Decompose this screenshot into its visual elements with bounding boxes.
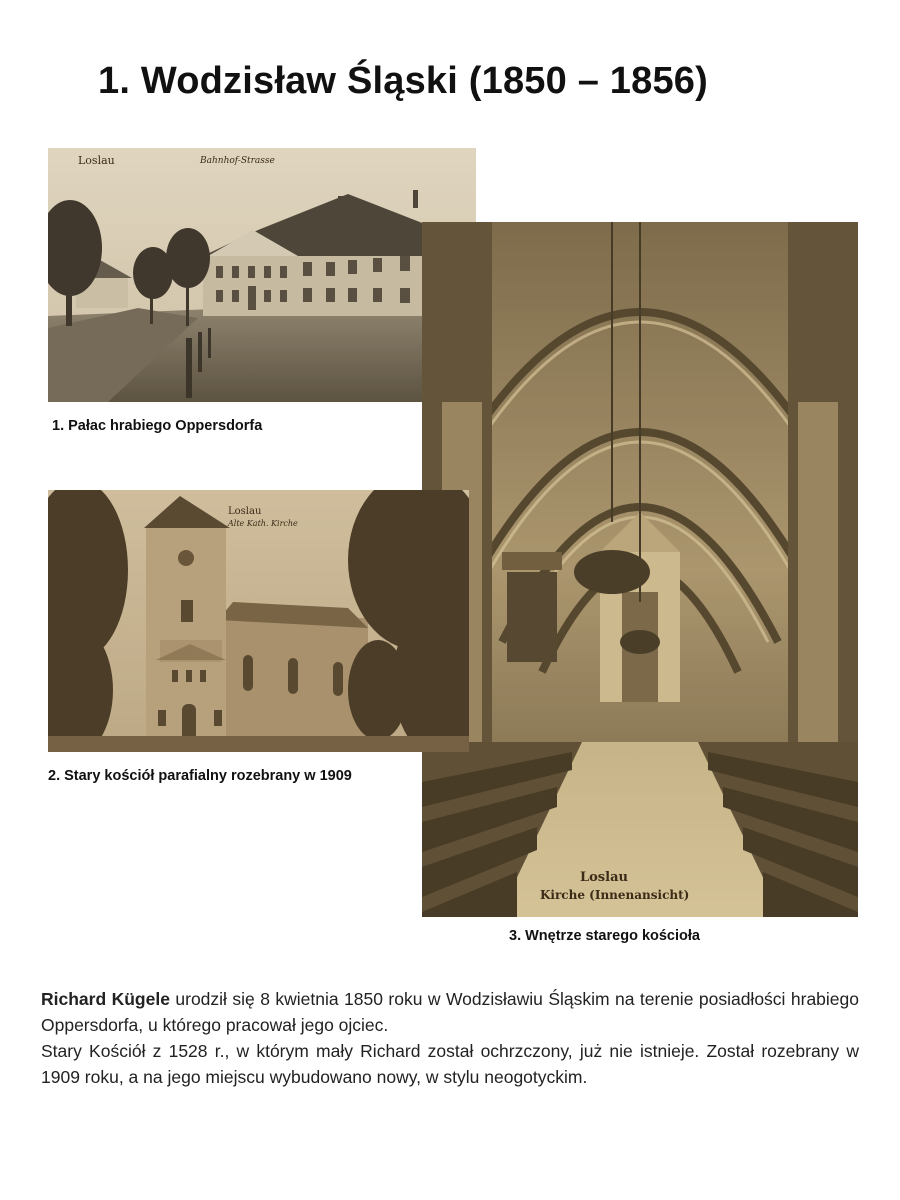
body-text: [41, 986, 859, 1090]
church-interior-photo: [422, 222, 858, 917]
caption-palace: 1. Pałac hrabiego Oppersdorfa: [52, 418, 263, 434]
card-label-street: Bahnhof-Strasse: [200, 156, 275, 166]
caption-church-interior: 3. Wnętrze starego kościoła: [509, 928, 700, 944]
palace-photo: [48, 148, 476, 402]
card-label-place: Loslau: [78, 154, 115, 167]
card-label-church: Alte Kath. Kirche: [228, 519, 298, 528]
card-label-place: Loslau: [228, 506, 262, 517]
card-label-interior: Kirche (Innenansicht): [540, 888, 690, 902]
paragraph-church: Stary Kościół z 1528 r., w którym mały Richard został ochrzczony, już nie istnieje. Został rozebrany w 1909 roku, a na jego miejscu wybudowano nowy, w stylu neogotyckim.: [41, 1041, 859, 1087]
card-label-place: Loslau: [580, 870, 628, 885]
person-name: Richard Kügele: [41, 989, 170, 1009]
church-photo: [48, 490, 469, 752]
caption-old-church: 2. Stary kościół parafialny rozebrany w 1909: [48, 768, 352, 784]
paragraph-birth: [41, 986, 859, 1038]
page-title: 1. Wodzisław Śląski (1850 – 1856): [98, 60, 708, 102]
paragraph-birth-text: urodził się 8 kwietnia 1850 roku w Wodzisławiu Śląskim na terenie posiadłości hrabiego Oppersdorfa, u którego pracował jego ojciec.: [41, 989, 859, 1035]
